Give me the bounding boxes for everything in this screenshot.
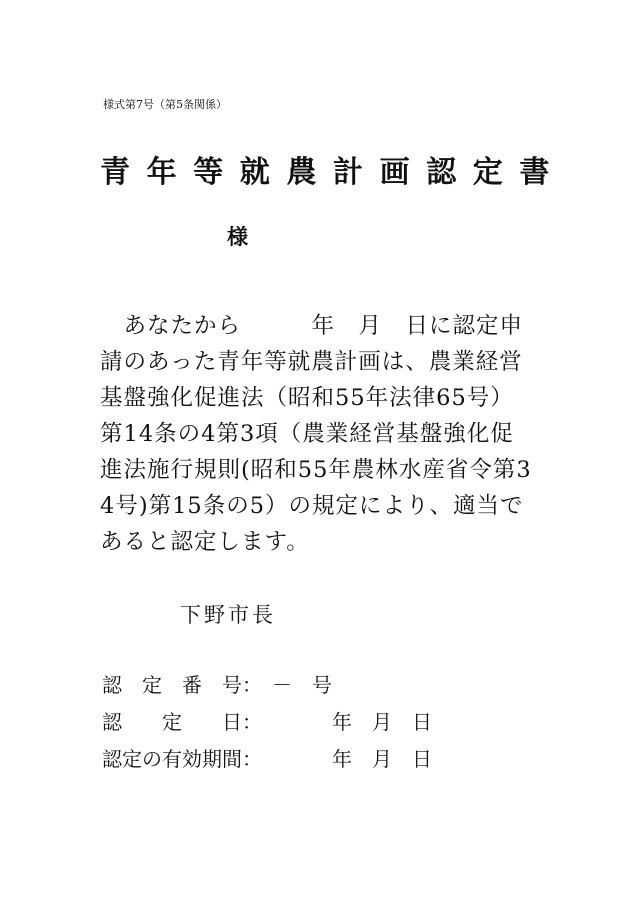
certification-date-row: 認 定 日： 年 月 日	[102, 710, 432, 734]
body-line: 請のあった青年等就農計画は、農業経営	[100, 349, 523, 375]
validity-period-row: 認定の有効期間： 年 月 日	[102, 747, 432, 771]
addressee-honorific: 様	[227, 224, 248, 249]
body-line: あると認定します。	[100, 529, 310, 555]
certificate-body	[100, 308, 532, 560]
document-title: 青年等就農計画認定書	[100, 155, 566, 190]
body-line: あなたから 年 月 日に認定申	[100, 313, 524, 339]
issuer-name: 下野市長	[180, 603, 276, 627]
body-line: 進法施行規則(昭和55年農林水産省令第3	[100, 457, 532, 483]
certification-number-row: 認 定 番 号： － 号	[102, 673, 332, 697]
certificate-info	[102, 667, 432, 778]
body-line: 基盤強化促進法（昭和55年法律65号）	[100, 385, 514, 411]
form-number: 様式第7号（第5条関係）	[103, 98, 227, 111]
body-line: 第14条の4第3項（農業経営基盤強化促	[100, 421, 514, 447]
body-line: 4号)第15条の5）の規定により、適当で	[100, 493, 524, 519]
